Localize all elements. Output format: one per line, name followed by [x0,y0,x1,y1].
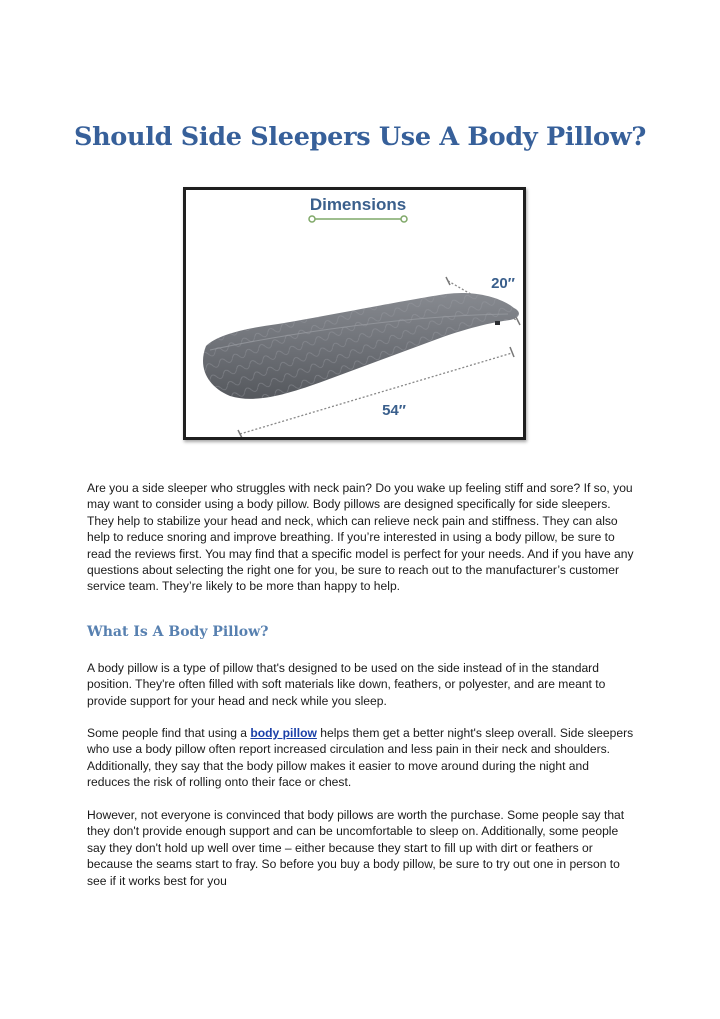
pillow-dimensions-image [183,187,526,440]
intro-paragraph: Are you a side sleeper who struggles with neck pain? Do you wake up feeling stiff and sore? If so, you may want to consider using a body pillow. Body pillows are designed specifically for side sleepers. They help to stabilize your head and neck, which can relieve neck pain and stiffness. They can also help to reduce snoring and improve breathing. If you’re interested in using a body pillow, be sure to read the reviews first. You may find that a specific model is perfect for your needs. And if you have any questions about selecting the right one for you, be sure to reach out to the manufacturer’s customer service team. They’re likely to be more than happy to help. [87,481,634,594]
body-pillow-link[interactable]: body pillow [250,726,317,740]
paragraph-2-lead: Some people find that using a [87,726,251,740]
length-tick-end [510,347,514,357]
pillow-dimensions-illustration [186,190,523,437]
width-tick-start [446,277,450,285]
body-pillow-graphic [203,293,519,399]
figure-heading: Dimensions [309,195,407,214]
section-heading: What Is A Body Pillow? [87,624,269,640]
length-label: 54″ [382,402,406,419]
underline-dot-right [401,216,407,222]
width-tick-end [516,317,520,325]
page-title: Should Side Sleepers Use A Body Pillow? [73,122,647,152]
body-paragraph-2 [87,725,635,791]
paragraph-2-rest: helps them get a better night's sleep overall. Side sleepers who use a body pillow often report increased circulation and less pain in their neck and shoulders. Additionally, they say that the body pillow makes it easier to move around during the night and reduces the risk of rolling onto their face or chest. [87,726,634,790]
body-paragraph-3: However, not everyone is convinced that body pillows are worth the purchase. Some people say that they don't provide enough support and can be uncomfortable to sleep on. Additionally, some people say they don't hold up well over time – either because they start to fill up with dirt or feathers or because the seams start to fray. So before you buy a body pillow, be sure to try out one in person to see if it works best for you [87,808,625,888]
width-label: 20″ [491,275,515,292]
underline-dot-left [309,216,315,222]
body-paragraph-1: A body pillow is a type of pillow that's designed to be used on the side instead of in the standard position. They're often filled with soft materials like down, feathers, or polyester, and are meant to provide support for your head and neck while you sleep. [87,661,606,708]
